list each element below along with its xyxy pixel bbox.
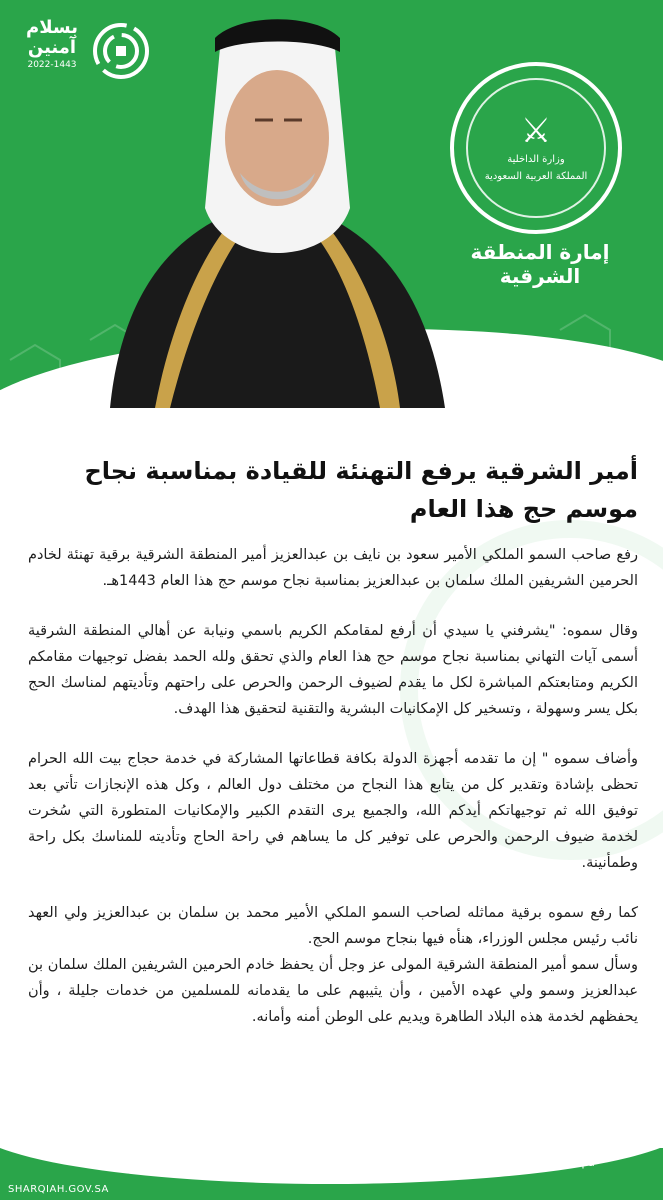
article-body: [28, 452, 638, 1030]
emirate-name: إمارة المنطقة الشرقية: [470, 240, 610, 288]
prince-portrait: [100, 8, 450, 408]
instagram-icon[interactable]: [474, 1153, 492, 1171]
social-handle[interactable]: [450, 1150, 595, 1174]
palm-swords-icon: ⚔: [520, 111, 552, 151]
ministry-text: وزارة الداخلية: [507, 154, 565, 165]
salam-year: 2022-1443: [27, 60, 77, 70]
article-paragraph: وسأل سمو أمير المنطقة الشرقية المولى عز وجل أن يحفظ خادم الحرمين الشريفين الملك سلمان بن عبدالعزيز وسمو ولي عهده الأمين ، وأن يثيبهم على ما يقدمانه للمسلمين من خدمات جليلة ، وأن يحفظهم لخدمة هذه البلاد الطاهرة ويديم على الوطن أمنه وأمانه.: [28, 957, 638, 1025]
header-banner: [0, 0, 663, 425]
article-paragraph: كما رفع سموه برقية مماثله لصاحب السمو الملكي الأمير محمد بن سلمان بن عبدالعزيز ولي العهد نائب رئيس مجلس الوزراء، هنأه فيها بنجاح موسم الحج.: [28, 905, 638, 947]
salam-logo: [12, 18, 92, 70]
ministry-logo: [450, 62, 622, 234]
article-paragraph: رفع صاحب السمو الملكي الأمير سعود بن نايف بن عبدالعزيز أمير المنطقة الشرقية برقية تهنئة لخادم الحرمين الشريفين الملك سلمان بن عبدالعزيز بمناسبة نجاح موسم حج هذا العام 1443هـ.: [28, 547, 638, 589]
article-paragraph: وقال سموه: "يشرفني يا سيدي أن أرفع لمقامكم الكريم باسمي ونيابة عن أهالي المنطقة الشرقية أسمى آيات التهاني بمناسبة نجاح موسم حج هذا العام والذي تحقق ولله الحمد بفضل توجيهات مقامكم الكريم ومتابعتكم المباشرة لكل ما يقدم لضيوف الرحمن والحرص على راحتهم وتأديتهم لمناسك الحج بكل يسر وسهولة ، وتسخير كل الإمكانيات البشرية والتقنية لتحقيق هذا الهدف.: [28, 623, 638, 717]
website-link[interactable]: SHARQIAH.GOV.SA: [8, 1184, 109, 1195]
kingdom-text: المملكة العربية السعودية: [484, 171, 588, 182]
article-paragraph: وأضاف سموه " إن ما تقدمه أجهزة الدولة بكافة قطاعاتها المشاركة في خدمة حجاج بيت الله الحرام تحظى بإشادة وتقدير كل من يتابع هذا النجاح من مختلف دول العالم ، وكل هذه الإنجازات تأتي بعد توفيق الله ثم توجيهاتكم أيدكم الله، والجميع يرى التقدم الكبير والإمكانيات المتطورة التي سُخرت لخدمة ضيوف الرحمن والحرص على توفير كل ما يساهم في راحة الحاج وتأديته للمناسك بكل راحة وطمأنينة.: [28, 751, 638, 871]
handle-text[interactable]: @emara_sharqia: [498, 1155, 595, 1169]
twitter-icon[interactable]: [450, 1153, 468, 1171]
salam-title: بسلام آمنين: [26, 17, 78, 58]
article-headline: أمير الشرقية يرفع التهنئة للقيادة بمناسبة نجاح موسم حج هذا العام: [84, 457, 638, 523]
